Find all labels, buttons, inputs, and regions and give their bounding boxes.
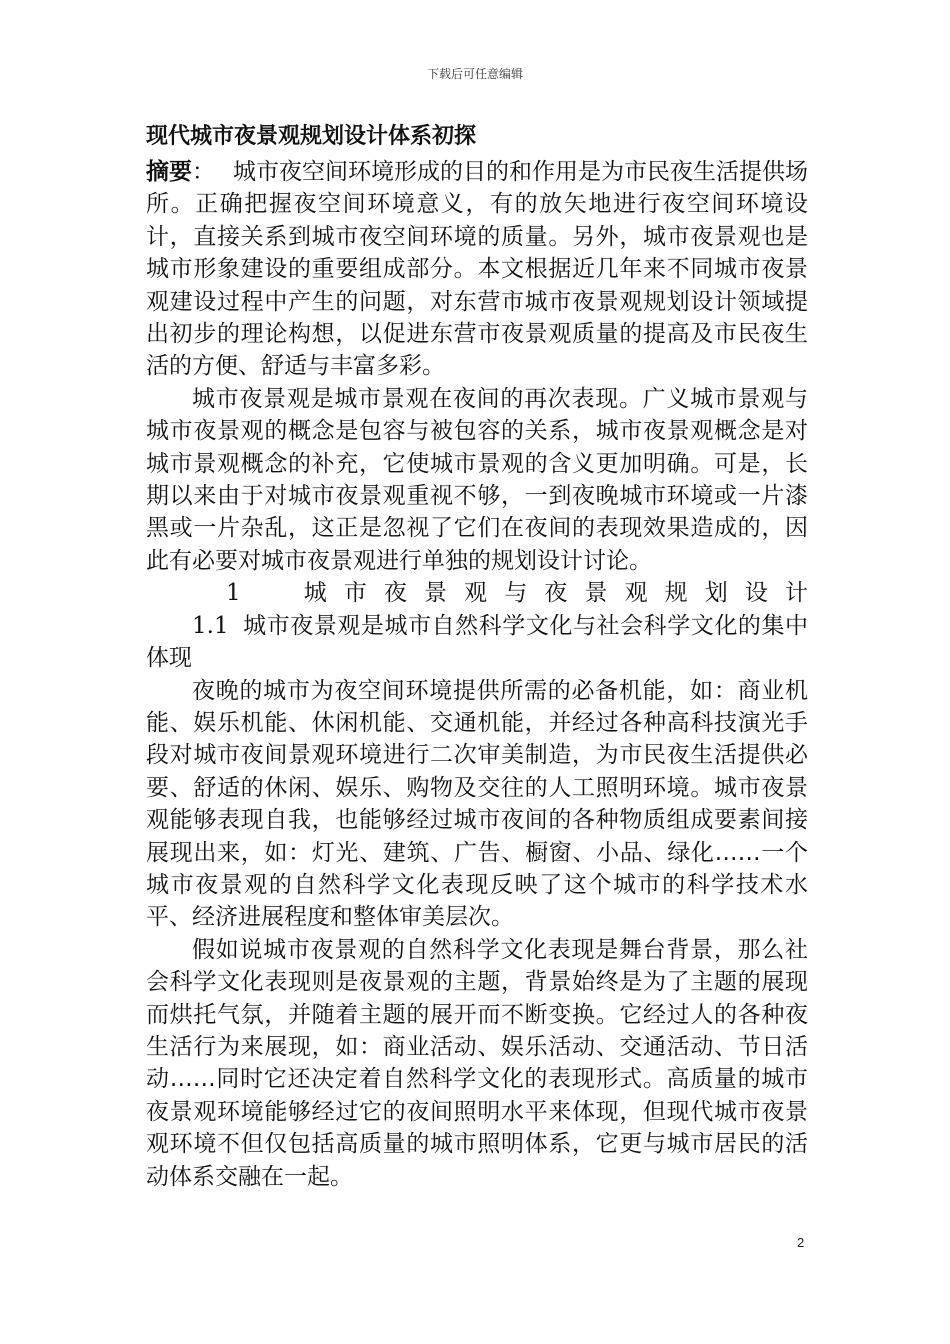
- subsection-title: 城市夜景观是城市自然科学文化与社会科学文化的集中体现: [146, 612, 808, 672]
- abstract-colon: ：: [192, 159, 215, 185]
- section-title: 城市夜景观与夜景观规划设计: [286, 580, 808, 607]
- subsection-number: 1.1: [192, 612, 229, 639]
- abstract-label: 摘要: [146, 159, 192, 185]
- body-paragraph-3: 假如说城市夜景观的自然科学文化表现是舞台背景，那么社会科学文化表现则是夜景观的主题，背景始终是为了主题的展现而烘托气氛，并随着主题的展开而不断变换。它经过人的各种夜生活行为来展现，如：商业活动、娱乐活动、交通活动、节日活动……同时它还决定着自然科学文化的表现形式。高质量的城市夜景观环境能够经过它的夜间照明水平来体现，但现代城市夜景观环境不但仅包括高质量的城市照明体系，它更与城市居民的活动体系交融在一起。: [146, 936, 808, 1190]
- subsection-heading-1-1: [146, 610, 808, 675]
- body-paragraph-2: 夜晚的城市为夜空间环境提供所需的必备机能，如：商业机能、娱乐机能、休闲机能、交通机能，并经过各种高科技演光手段对城市夜间景观环境进行二次审美制造，为市民夜生活提供必要、舒适的休闲、娱乐、购物及交往的人工照明环境。城市夜景观能够表现自我，也能够经过城市夜间的各种物质组成要素间接展现出来，如：灯光、建筑、广告、橱窗、小品、绿化……一个城市夜景观的自然科学文化表现反映了这个城市的科学技术水平、经济进展程度和整体审美层次。: [146, 677, 808, 931]
- abstract-body: 城市夜空间环境形成的目的和作用是为市民夜生活提供场所。正确把握夜空间环境意义，有的放矢地进行夜空间环境设计，直接关系到城市夜空间环境的质量。另外，城市夜景观也是城市形象建设的重要组成部分。本文根据近几年来不同城市夜景观建设过程中产生的问题，对东营市城市夜景观规划设计领域提出初步的理论构想，以促进东营市夜景观质量的提高及市民夜生活的方便、舒适与丰富多彩。: [146, 159, 808, 380]
- page-header: 下载后可任意编辑: [426, 67, 523, 81]
- abstract-paragraph: [146, 156, 808, 383]
- document-title: 现代城市夜景观规划设计体系初探: [146, 124, 477, 149]
- body-paragraph-1: 城市夜景观是城市景观在夜间的再次表现。广义城市景观与城市夜景观的概念是包容与被包容的关系，城市夜景观概念是对城市景观概念的补充，它使城市景观的含义更加明确。可是，长期以来由于对城市夜景观重视不够，一到夜晚城市环境或一片漆黑或一片杂乱，这正是忽视了它们在夜间的表现效果造成的，因此有必要对城市夜景观进行单独的规划设计讨论。: [146, 385, 808, 574]
- section-heading-1: [146, 577, 808, 609]
- document-body: [146, 122, 808, 1193]
- section-number: 1: [226, 580, 241, 607]
- page-number: 2: [797, 1235, 805, 1250]
